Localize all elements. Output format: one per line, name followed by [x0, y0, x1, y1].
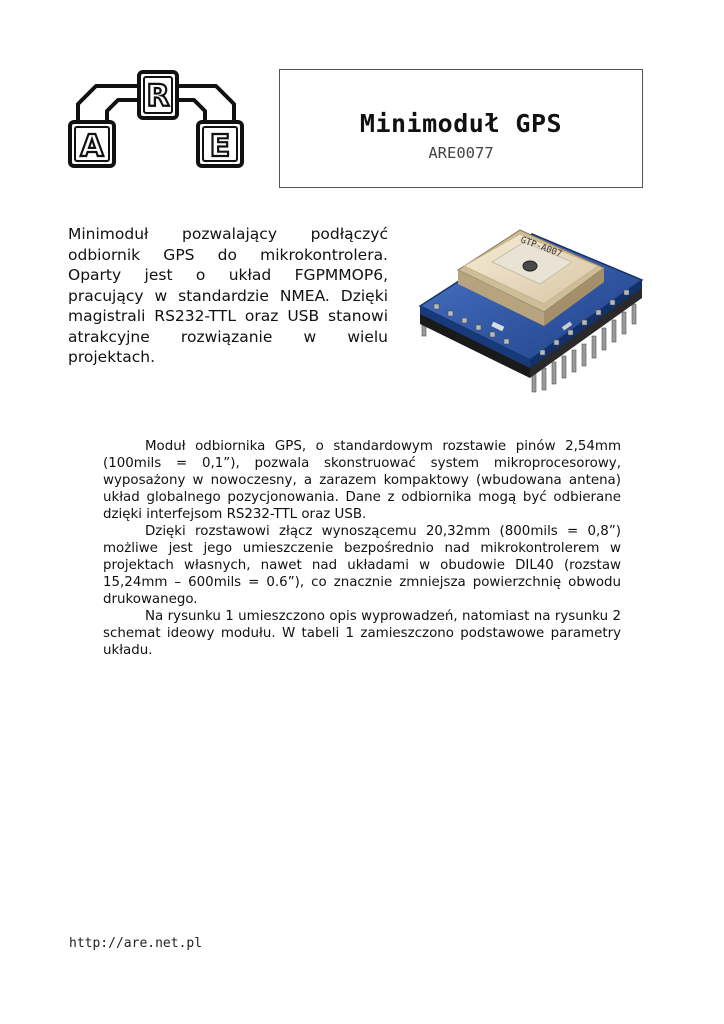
intro-paragraph: Minimoduł pozwalający podłączyć odbiornik GPS do mikrokontrolera. Oparty jest o układ FGPMMOP6, pracujący w standardzie NMEA. Dzięki magistrali RS232-TTL oraz USB stanowi atrakcyjne rozwiązanie w wielu projektach.	[68, 225, 388, 366]
logo-letter-r: R	[146, 79, 170, 114]
product-code: ARE0077	[428, 144, 494, 162]
page-title: Minimoduł GPS	[359, 109, 563, 138]
description-body	[103, 438, 621, 659]
logo-letter-e: E	[209, 129, 231, 164]
paragraph: Moduł odbiornika GPS, o standardowym rozstawie pinów 2,54mm (100mils = 0,1”), pozwala skonstruować system mikroprocesorowy, wyposażony w nowoczesny, a zarazem kompaktowy (wbudowana antena) układ globalnego pozycjonowania. Dane z odbiornika mogą być odbierane dzięki interfejsom RS232-TTL oraz USB.	[103, 439, 621, 522]
paragraph: Dzięki rozstawowi złącz wynoszącemu 20,32mm (800mils = 0,8”) możliwe jest jego umieszczenie bezpośrednio nad mikrokontrolerem w projektach własnych, nawet nad układami w obudowie DIL40 (rozstaw 15,24mm – 600mils = 0.6”), co znacznie zmniejsza powierzchnię obwodu drukowanego.	[103, 524, 621, 607]
antenna-label: GTP-A007	[518, 235, 564, 260]
are-logo	[66, 66, 246, 172]
paragraph: Na rysunku 1 umieszczono opis wyprowadzeń, natomiast na rysunku 2 schemat ideowy modułu. W tabeli 1 zamieszczono podstawowe parametry układu.	[103, 609, 621, 658]
title-box	[279, 69, 643, 188]
footer-url: http://are.net.pl	[69, 936, 203, 951]
gps-module-photo	[412, 212, 648, 398]
logo-letter-a: A	[80, 129, 104, 164]
